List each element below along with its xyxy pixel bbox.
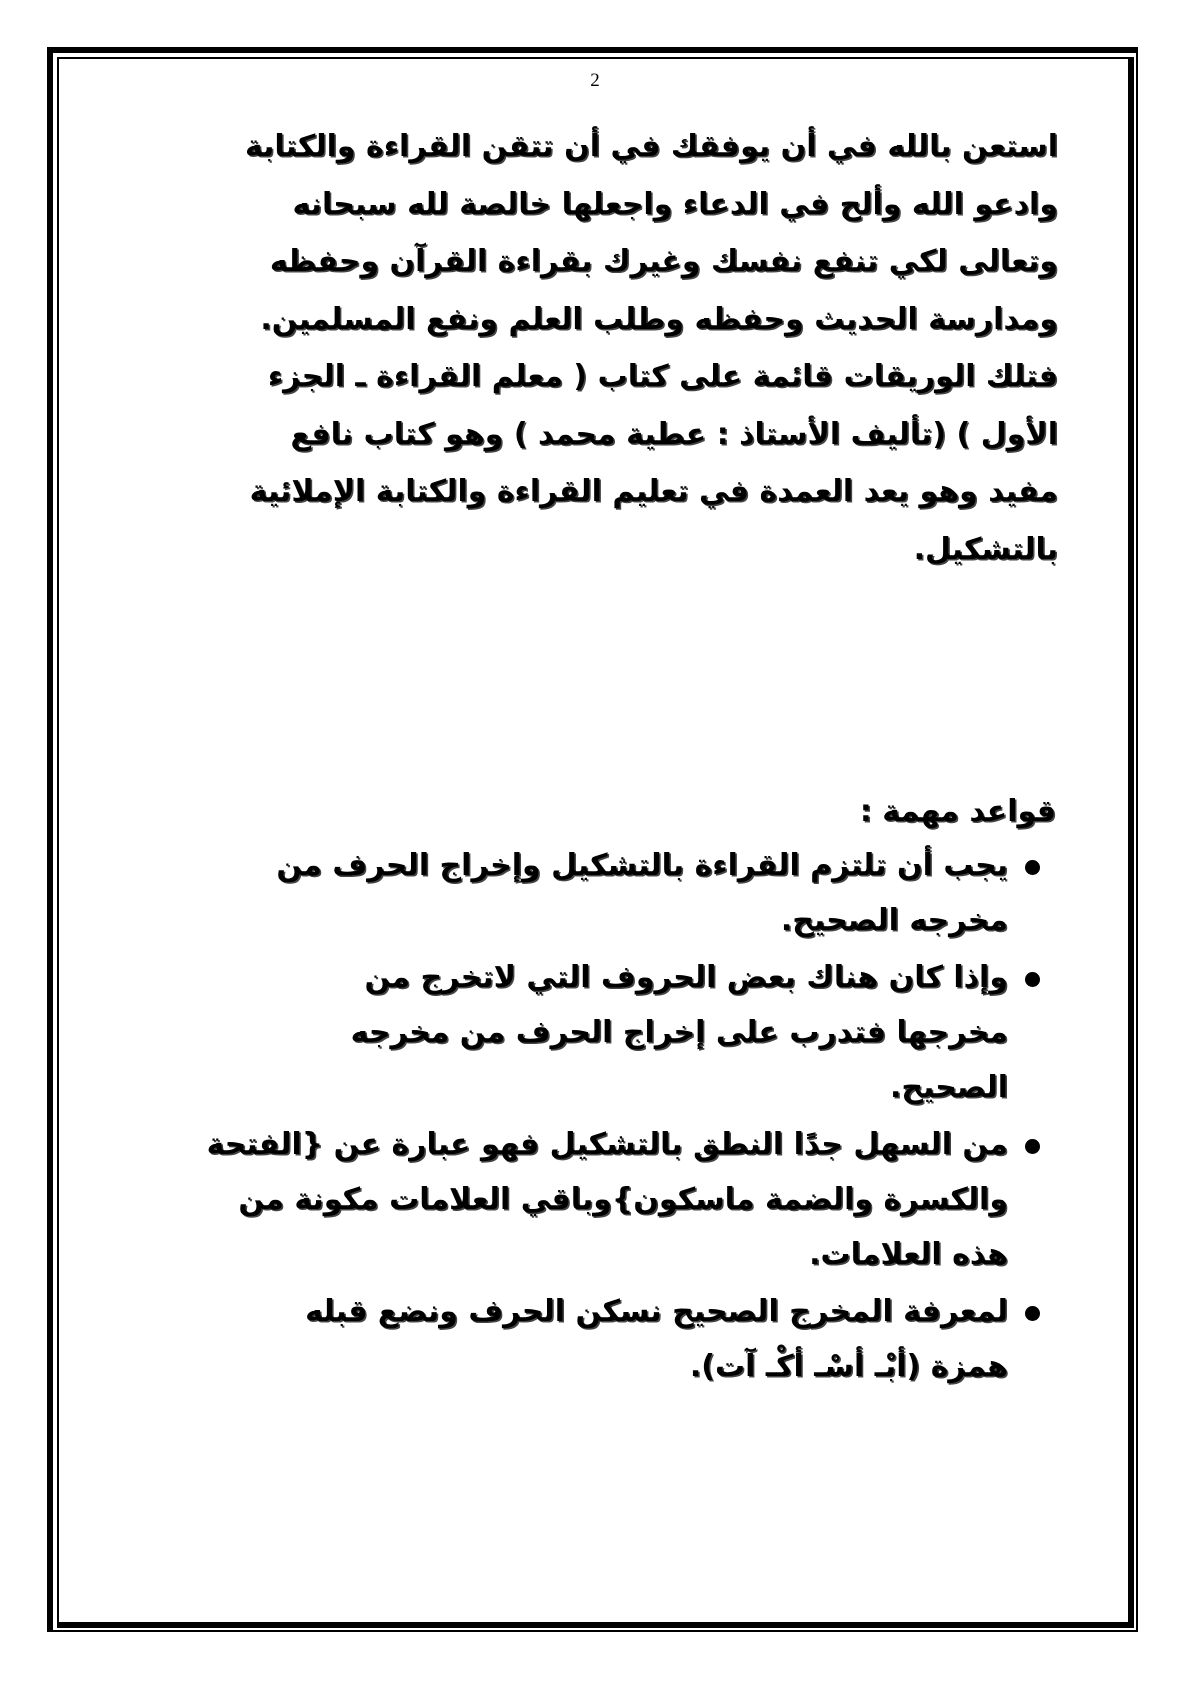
rule-line: هذه العلامات.: [809, 1237, 1008, 1272]
intro-line: ومدارسة الحديث وحفظه وطلب العلم ونفع المسلمين.: [260, 301, 1058, 337]
rules-heading: قواعد مهمة :: [859, 794, 1056, 829]
intro-line: وتعالى لكي تنفع نفسك وغيرك بقراءة القرآن وحفظه: [269, 244, 1058, 279]
rule-line: وإذا كان هناك بعض الحروف التي لاتخرج من: [364, 960, 1008, 995]
rule-item: [110, 1117, 1040, 1282]
intro-line: وادعو الله وألح في الدعاء واجعلها خالصة لله سبحانه: [292, 186, 1058, 222]
rule-item: [110, 1284, 1040, 1394]
rule-line: والكسرة والضمة ماسكون}وباقي العلامات مكونة من: [238, 1182, 1008, 1217]
intro-line: فتلك الوريقات قائمة على كتاب ( معلم القراءة ـ الجزء: [267, 359, 1058, 394]
bullet-icon: [1025, 972, 1040, 987]
rule-line: مخرجها فتدرب على إخراج الحرف من مخرجه: [350, 1015, 1008, 1050]
intro-line: الأول ) (تأليف الأستاذ : عطية محمد ) وهو كتاب نافع: [290, 416, 1058, 452]
rule-line: يجب أن تلتزم القراءة بالتشكيل وإخراج الحرف من: [276, 848, 1008, 883]
bullet-icon: [1025, 1306, 1040, 1321]
rule-line: الصحيح.: [890, 1070, 1008, 1105]
intro-paragraph: [170, 118, 1058, 578]
rule-line: همزة (أبْـ أسْـ أكْـ آت).: [689, 1349, 1008, 1384]
rules-list: [110, 838, 1040, 1396]
page-number: 2: [590, 70, 600, 91]
intro-line: استعن بالله في أن يوفقك في أن تتقن القراءة والكتابة: [244, 129, 1058, 164]
intro-line: مفيد وهو يعد العمدة في تعليم القراءة والكتابة الإملائية: [249, 474, 1058, 509]
bullet-icon: [1025, 860, 1040, 875]
rule-line: مخرجه الصحيح.: [780, 903, 1008, 938]
rule-line: لمعرفة المخرج الصحيح نسكن الحرف ونضع قبله: [305, 1294, 1008, 1329]
rule-item: [110, 838, 1040, 948]
intro-line: بالتشكيل.: [913, 531, 1058, 567]
rule-item: [110, 950, 1040, 1115]
rule-line: من السهل جدًا النطق بالتشكيل فهو عبارة عن {الفتحة: [206, 1127, 1008, 1162]
bullet-icon: [1025, 1139, 1040, 1154]
